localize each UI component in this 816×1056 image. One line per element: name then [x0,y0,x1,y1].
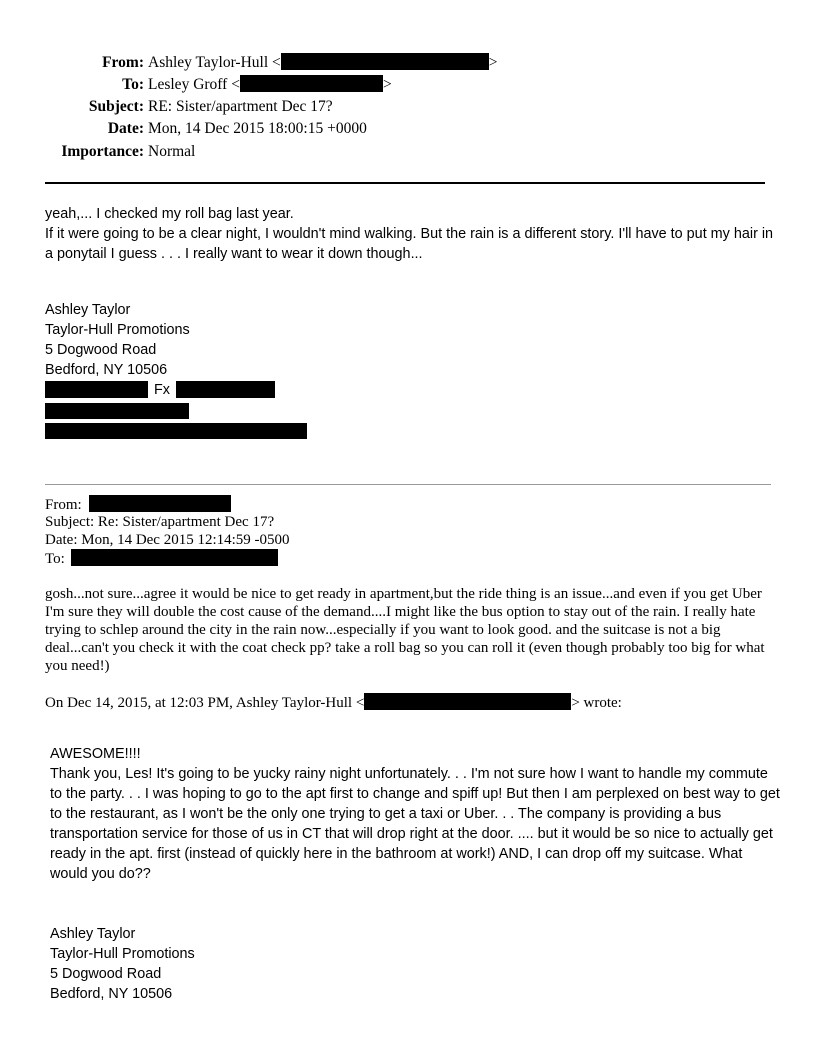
signature-city: Bedford, NY 10506 [45,362,168,378]
quoted-from-row [45,495,231,514]
subject-label: Subject: [88,98,144,115]
attribution-prefix: On Dec 14, 2015, at 12:03 PM, Ashley Taylor-Hull < [45,695,365,711]
signature-name: Ashley Taylor [45,302,131,318]
redaction-block [45,381,148,398]
original-body: Thank you, Les! It's going to be yucky rainy night unfortunately. . . I'm not sure how I want to handle my commute to the party. . . I was hoping to go to the apt first to change and spiff up! But then I am perplexed on best way to get to the restaurant, as I won't be the only one trying to get a taxi or Uber. . . The company is providing a bus transportation service for those of us in CT that will drop right at the door. .... but it would be so nice to actually get ready in the apt. first (instead of quickly here in the bathroom at work!) AND, I can drop off my suitcase. What would you do?? [50,766,780,882]
from-value: Ashley Taylor-Hull < [148,54,281,71]
reply-line1: yeah,... I checked my roll bag last year. [45,206,294,222]
original-line1: AWESOME!!!! [50,746,141,762]
importance-label: Importance: [61,143,144,160]
fax-label: Fx [154,382,170,398]
redaction-block [45,403,189,419]
signature2-name: Ashley Taylor [50,926,136,942]
quoted-date: Date: Mon, 14 Dec 2015 12:14:59 -0500 [45,532,290,548]
header-divider [45,182,765,184]
signature-street: 5 Dogwood Road [45,342,157,358]
redaction-block [45,423,307,439]
to-value: Lesley Groff < [148,76,240,93]
quoted-to-label: To: [45,551,65,567]
redaction-block [89,495,231,512]
to-end: > [382,76,392,93]
from-end: > [488,54,498,71]
redaction-block [240,75,383,92]
quoted-attribution [45,693,622,712]
from-label: From: [102,54,144,71]
signature-phone-fax-row [45,380,275,400]
quoted-from-label: From: [45,497,82,513]
redaction-block [364,693,571,710]
to-label: To: [122,76,144,93]
signature2-city: Bedford, NY 10506 [50,986,173,1002]
signature2-street: 5 Dogwood Road [50,966,162,982]
quote-divider [45,484,771,485]
signature-company: Taylor-Hull Promotions [45,322,190,338]
subject-value: RE: Sister/apartment Dec 17? [148,98,333,115]
quoted-to-row [45,549,278,568]
attribution-suffix: > wrote: [571,695,622,711]
quoted-subject: Subject: Re: Sister/apartment Dec 17? [45,514,275,530]
importance-value: Normal [148,143,196,160]
quoted-body: gosh...not sure...agree it would be nice to get ready in apartment,but the ride thing is an issue...and even if you get Uber I'm sure they will double the cost cause of the demand....I might like the bus option to stay out of the rain. I really hate trying to schlep around the city in the rain now...especially if you want to look good. and the suitcase is not a big deal...can't you check it with the coat check pp? take a roll bag so you can roll it (even though probably too big for what you need!) [45,586,765,674]
reply-paragraph: If it were going to be a clear night, I wouldn't mind walking. But the rain is a different story. I'll have to put my hair in a ponytail I guess . . . I really want to wear it down though... [45,226,774,262]
signature2-company: Taylor-Hull Promotions [50,946,195,962]
redaction-block [281,53,489,70]
redaction-block [71,549,278,566]
date-value: Mon, 14 Dec 2015 18:00:15 +0000 [148,120,367,137]
date-label: Date: [107,120,144,137]
redaction-block [176,381,275,398]
